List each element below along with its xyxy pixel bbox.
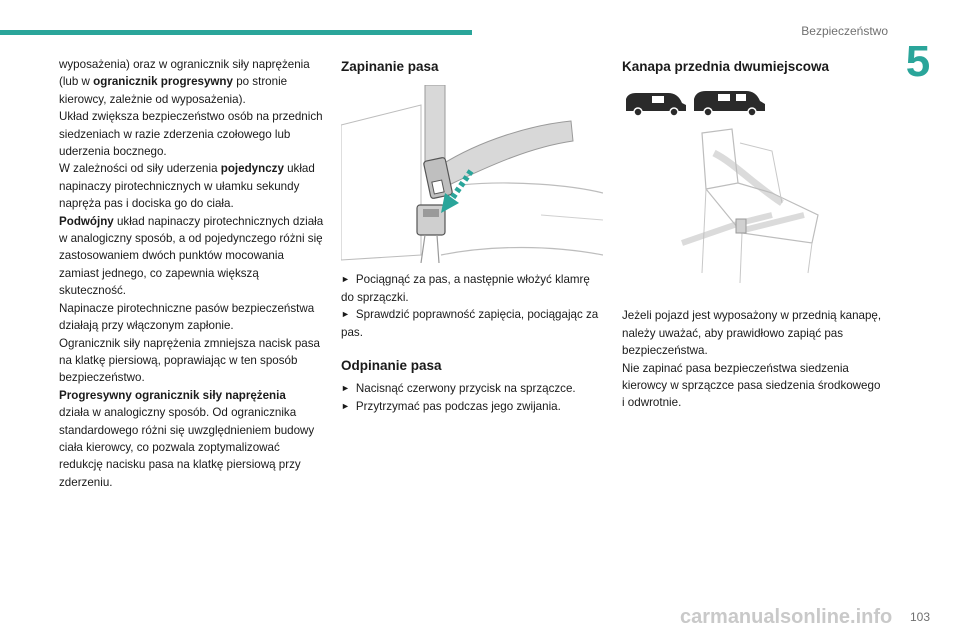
paragraph: Układ zwiększa bezpieczeństwo osób na przednich siedzeniach w razie zderzenia czołowego lub uderzenia bocznego. xyxy=(59,110,323,159)
section-title: Bezpieczeństwo xyxy=(801,24,888,38)
van-long-icon xyxy=(694,91,765,116)
page-number: 103 xyxy=(909,610,930,624)
step-item: ► Przytrzymać pas podczas jego zwijania. xyxy=(341,398,603,415)
heading-unfastening: Odpinanie pasa xyxy=(341,358,442,374)
seatbelt-buckle-illustration xyxy=(341,85,603,263)
step-item: ► Pociągnąć za pas, a następnie włożyć klamrę do sprzączki. xyxy=(341,271,603,306)
front-bench-seat-illustration xyxy=(622,123,884,293)
chapter-number: 5 xyxy=(905,37,931,86)
column-2 xyxy=(341,56,603,415)
paragraph: Nie zapinać pasa bezpieczeństwa siedzenia kierowcy w sprzączce pasa siedzenia środkowego i odwrotnie. xyxy=(622,361,881,410)
paragraph: działa w analogiczny sposób. Od ogranicznika standardowego różni się uwzględnieniem budowy ciała kierowcy, co pozwala zoptymalizować redukcję nacisku pasa na klatkę piersiową przy zderzeniu. xyxy=(59,406,315,489)
van-short-icon xyxy=(626,93,686,116)
step-item: ► Nacisnąć czerwony przycisk na sprzączce. xyxy=(341,380,603,397)
column-1 xyxy=(59,56,325,491)
paragraph: Ogranicznik siły naprężenia zmniejsza nacisk pasa na klatkę piersiową, poprawiając w ten sposób bezpieczeństwo. xyxy=(59,336,320,385)
watermark: carmanualsonline.info xyxy=(680,606,893,628)
heading-front-bench: Kanapa przednia dwumiejscowa xyxy=(622,59,830,74)
step-item: ► Sprawdzić poprawność zapięcia, pociągając za pas. xyxy=(341,306,603,341)
vehicle-type-icons xyxy=(622,89,772,119)
heading-fastening: Zapinanie pasa xyxy=(341,59,439,74)
paragraph: W zależności od siły uderzenia pojedynczy układ napinaczy pirotechnicznych w ułamku sekundy napręża pas i dociska go do ciała. xyxy=(59,162,315,211)
column-3 xyxy=(622,56,884,412)
paragraph-heading: Progresywny ogranicznik siły naprężenia xyxy=(59,388,286,402)
paragraph: wyposażenia) oraz w ogranicznik siły naprężenia (lub w ogranicznik progresywny po stronie kierowcy, zależnie od wyposażenia). xyxy=(59,58,310,106)
header-accent-bar xyxy=(0,30,472,35)
paragraph: Jeżeli pojazd jest wyposażony w przednią kanapę, należy uważać, aby prawidłowo zapiąć pas bezpieczeństwa. xyxy=(622,309,882,358)
paragraph: Napinacze pirotechniczne pasów bezpieczeństwa działają przy włączonym zapłonie. xyxy=(59,301,315,333)
paragraph: Podwójny układ napinaczy pirotechnicznych działa w analogiczny sposób, a od pojedynczego różni się zastosowaniem dwóch punktów mocowania zamiast jednego, co zapewnia większą skuteczność. xyxy=(59,214,324,298)
